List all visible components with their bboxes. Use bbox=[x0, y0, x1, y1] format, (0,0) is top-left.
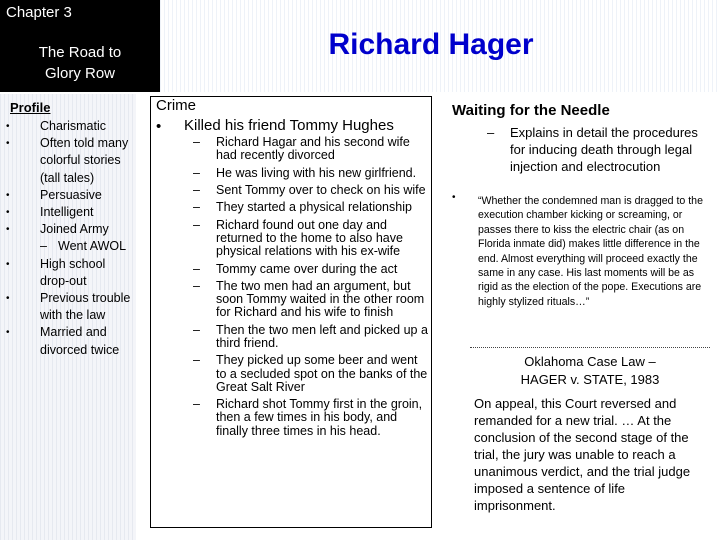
needle-dash: – bbox=[487, 125, 495, 140]
crime-heading: Crime bbox=[156, 97, 196, 114]
profile-item: • Joined Army bbox=[6, 221, 132, 238]
crime-list bbox=[190, 136, 428, 442]
crime-detail-item: – Richard Hagar and his second wife had recently divorced bbox=[190, 136, 428, 162]
needle-heading: Waiting for the Needle bbox=[452, 102, 610, 119]
case-title-line-2: HAGER v. STATE, 1983 bbox=[520, 372, 660, 387]
profile-item: • Often told many colorful stories (tall tales) bbox=[6, 135, 132, 187]
chapter-label: Chapter 3 bbox=[6, 4, 72, 21]
quote-bullet: • bbox=[452, 192, 456, 203]
case-title bbox=[470, 353, 710, 389]
title-band bbox=[160, 0, 720, 92]
crime-bullet-dot: • bbox=[156, 118, 162, 135]
crime-detail-item: – They picked up some beer and went to a secluded spot on the banks of the Great Salt River bbox=[190, 354, 428, 394]
case-text: On appeal, this Court reversed and remanded for a new trial. … At the conclusion of the second stage of the trial, the jury was unable to reach a unanimous verdict, and the trial judge imposed a sentence of life imprisonment. bbox=[474, 396, 691, 513]
profile-item: • Persuasive bbox=[6, 187, 132, 204]
crime-detail-item: – The two men had an argument, but soon Tommy waited in the other room for Richard and his wife to finish bbox=[190, 280, 428, 320]
crime-detail-item: – They started a physical relationship bbox=[190, 201, 428, 214]
page-title: Richard Hager bbox=[328, 28, 534, 61]
execution-quote: “Whether the condemned man is dragged to the execution chamber kicking or screaming, or passes there to kiss the electric chair (as on Florida inmate did) makes little difference in the end. Almost everything will proceed exactly the same in any case. His last moments will be as rigid as the election of the pope. Executions are highly stylized rituals…” bbox=[478, 195, 703, 308]
subtitle-line-2: Glory Row bbox=[44, 65, 115, 82]
crime-detail-item: – Sent Tommy over to check on his wife bbox=[190, 184, 428, 197]
case-title-line-1: Oklahoma Case Law – bbox=[524, 354, 656, 369]
profile-item: • High school drop-out bbox=[6, 256, 132, 290]
crime-detail-item: – He was living with his new girlfriend. bbox=[190, 167, 428, 180]
section-subtitle bbox=[0, 42, 160, 84]
crime-detail-item: – Richard shot Tommy first in the groin, then a few times in his body, and finally three times in his head. bbox=[190, 398, 428, 438]
crime-detail-item: – Tommy came over during the act bbox=[190, 263, 428, 276]
chapter-panel bbox=[0, 0, 160, 92]
profile-item: • Intelligent bbox=[6, 204, 132, 221]
profile-list bbox=[6, 118, 132, 359]
crime-detail-item: – Richard found out one day and returned to the home to also have physical relations with his ex-wife bbox=[190, 219, 428, 259]
subtitle-line-1: The Road to bbox=[38, 44, 122, 61]
profile-item: • Charismatic bbox=[6, 118, 132, 135]
profile-item: • Married and divorced twice bbox=[6, 324, 132, 358]
divider bbox=[470, 347, 710, 348]
needle-text: Explains in detail the procedures for inducing death through legal injection and electrocution bbox=[510, 125, 698, 174]
crime-detail-item: – Then the two men left and picked up a third friend. bbox=[190, 324, 428, 350]
profile-item: • Previous trouble with the law bbox=[6, 290, 132, 324]
profile-item: – Went AWOL bbox=[6, 238, 132, 255]
profile-heading: Profile bbox=[10, 100, 51, 115]
crime-main-bullet: Killed his friend Tommy Hughes bbox=[184, 117, 394, 134]
